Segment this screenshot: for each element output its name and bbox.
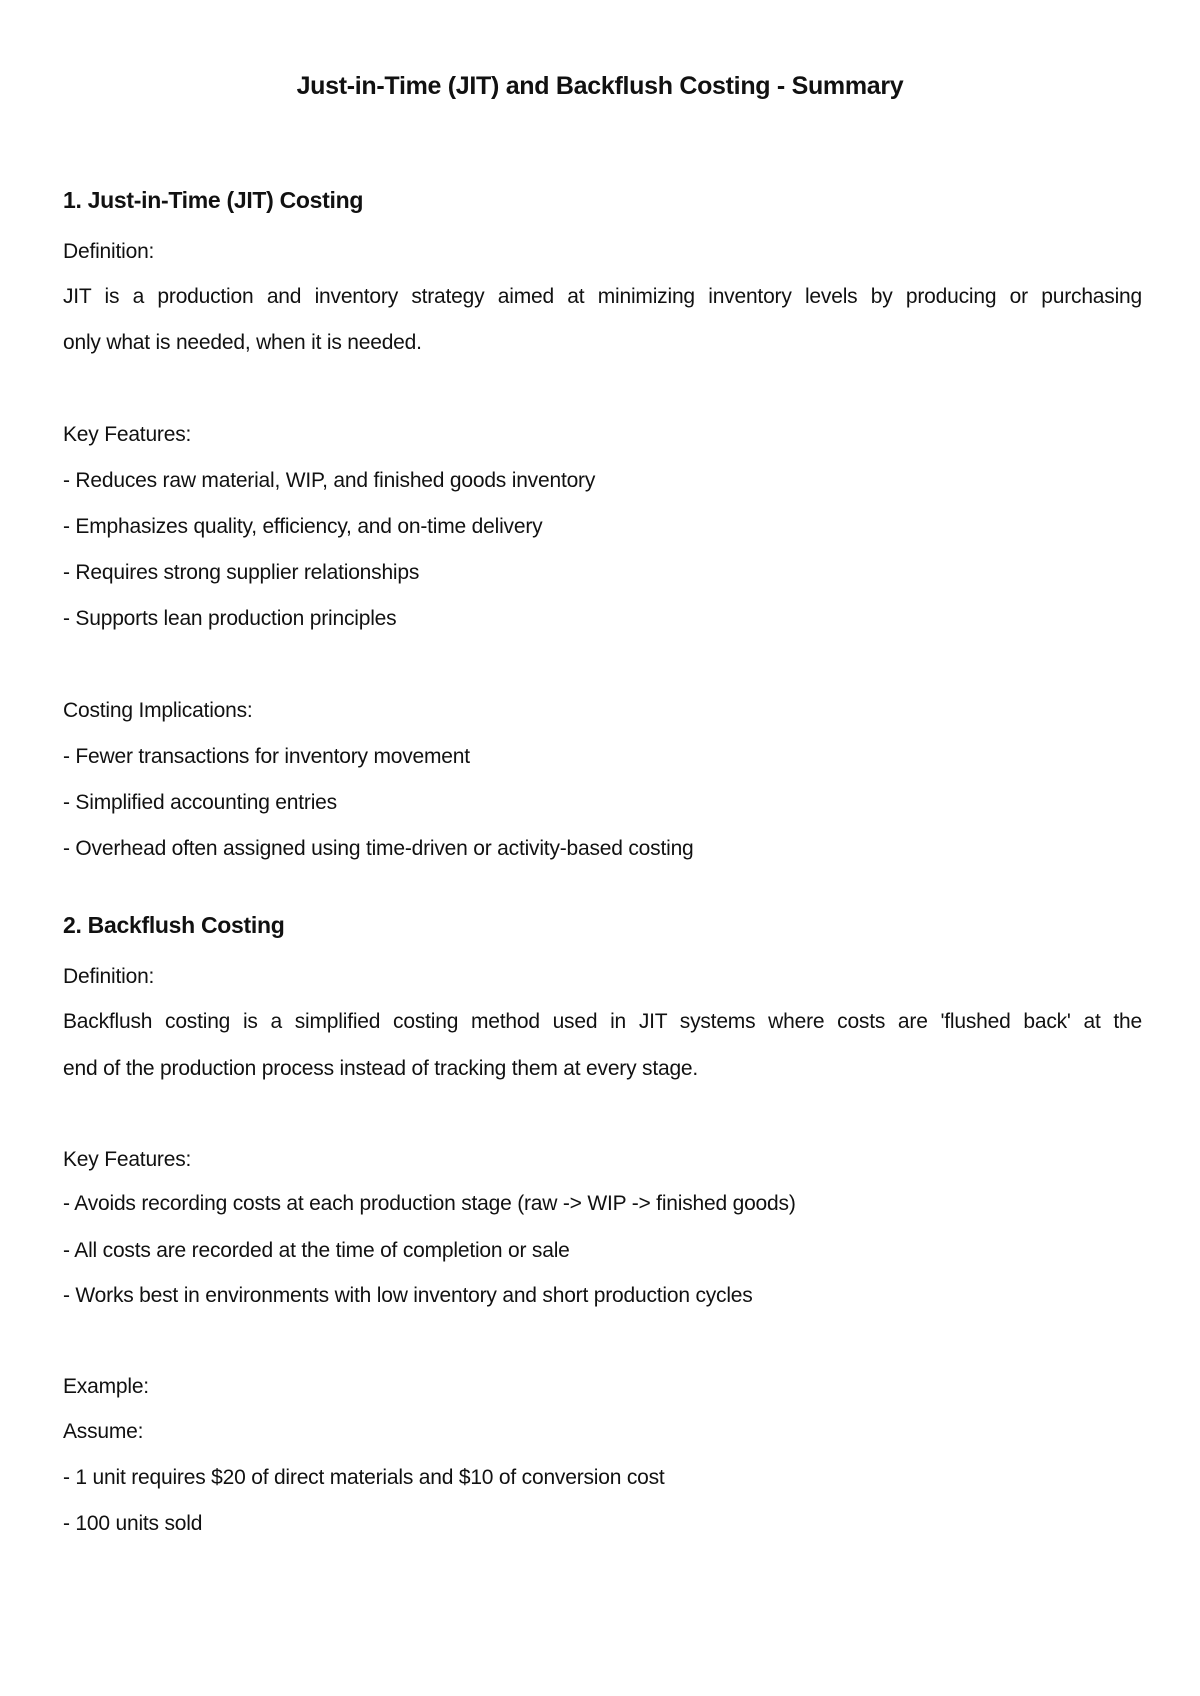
section-2-key-features-label: Key Features: bbox=[63, 1148, 192, 1171]
list-item: - Works best in environments with low inventory and short production cycles bbox=[63, 1284, 753, 1307]
section-1-costing-implications-label: Costing Implications: bbox=[63, 699, 253, 722]
example-label: Example: bbox=[63, 1375, 149, 1398]
assume-label: Assume: bbox=[63, 1420, 144, 1443]
list-item: - 100 units sold bbox=[63, 1512, 203, 1535]
list-item: - Emphasizes quality, efficiency, and on-time delivery bbox=[63, 515, 543, 538]
section-1-heading: 1. Just-in-Time (JIT) Costing bbox=[63, 187, 364, 213]
list-item: - Overhead often assigned using time-driven or activity-based costing bbox=[63, 837, 694, 860]
list-item: - Simplified accounting entries bbox=[63, 791, 337, 814]
section-1-key-features-label: Key Features: bbox=[63, 423, 192, 446]
section-1-definition-line: JIT is a production and inventory strategy aimed at minimizing inventory levels by producing or purchasing bbox=[63, 285, 1142, 308]
list-item: - All costs are recorded at the time of completion or sale bbox=[63, 1239, 570, 1262]
list-item: - Requires strong supplier relationships bbox=[63, 561, 420, 584]
section-2-definition-line: Backflush costing is a simplified costing method used in JIT systems where costs are 'flushed back' at the bbox=[63, 1010, 1142, 1033]
section-2-heading: 2. Backflush Costing bbox=[63, 912, 285, 938]
list-item: - Fewer transactions for inventory movement bbox=[63, 745, 470, 768]
section-2-definition-label: Definition: bbox=[63, 965, 155, 988]
section-1-definition-line: only what is needed, when it is needed. bbox=[63, 331, 422, 354]
section-1-definition-label: Definition: bbox=[63, 240, 155, 263]
document-title: Just-in-Time (JIT) and Backflush Costing - Summary bbox=[296, 72, 904, 100]
list-item: - Avoids recording costs at each production stage (raw -> WIP -> finished goods) bbox=[63, 1192, 796, 1215]
list-item: - 1 unit requires $20 of direct materials and $10 of conversion cost bbox=[63, 1466, 665, 1489]
section-2-definition-line: end of the production process instead of tracking them at every stage. bbox=[63, 1057, 699, 1080]
list-item: - Supports lean production principles bbox=[63, 607, 397, 630]
list-item: - Reduces raw material, WIP, and finished goods inventory bbox=[63, 469, 596, 492]
